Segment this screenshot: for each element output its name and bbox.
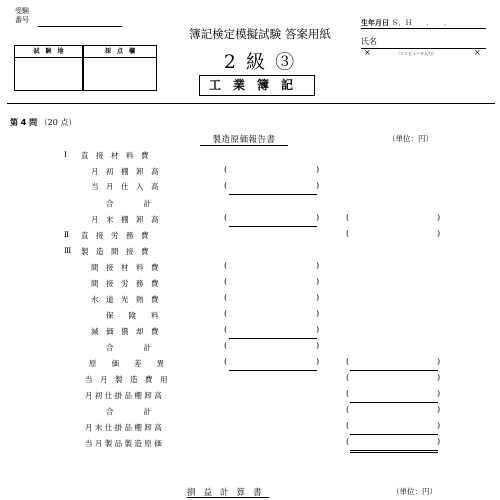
row-overhead: 製 造 間 接 費 bbox=[81, 247, 149, 256]
name-mark-left: × bbox=[364, 48, 371, 57]
section-num-3: Ⅲ bbox=[64, 246, 72, 255]
grading-label: 採 点 欄 bbox=[84, 46, 156, 58]
report-title-underline bbox=[200, 145, 288, 146]
subtotal-line-4 bbox=[229, 370, 317, 371]
venue-label: 試 験 地 bbox=[15, 46, 82, 58]
subject-label: 工業簿記 bbox=[199, 75, 315, 96]
grade-label: 2 級 ③ bbox=[223, 51, 297, 73]
name-label: 氏名 bbox=[361, 37, 377, 46]
grading-cell bbox=[83, 46, 156, 90]
right-line-1 bbox=[350, 370, 438, 371]
row-direct-labor: 直 接 労 務 費 bbox=[81, 231, 149, 240]
row-direct-material: 直 接 材 料 費 bbox=[81, 151, 149, 160]
report-unit: （単位：円） bbox=[388, 134, 433, 143]
row-insurance: 保 険 料 bbox=[106, 311, 159, 320]
row-utilities: 水 道 光 熱 費 bbox=[91, 295, 159, 304]
dob-row bbox=[361, 18, 451, 28]
right-line-double bbox=[350, 452, 438, 453]
section-num-2: Ⅱ bbox=[64, 230, 70, 239]
row-opening-inventory: 月 初 棚 卸 高 bbox=[91, 167, 159, 176]
right-line-3 bbox=[350, 434, 438, 435]
row-opening-wip: 月 初 仕 掛 品 棚 卸 高 bbox=[85, 391, 162, 400]
section-num-1: Ⅰ bbox=[64, 150, 67, 159]
pl-title: 損益計算書 bbox=[187, 488, 270, 498]
row-purchases: 当 月 仕 入 高 bbox=[91, 182, 159, 191]
name-mark-right: × bbox=[474, 48, 481, 57]
name-note: （コンピュータ入力） bbox=[396, 51, 436, 56]
row-closing-wip: 月 末 仕 掛 品 棚 卸 高 bbox=[85, 423, 162, 432]
question-title: 第 4 問 （20 点） bbox=[10, 118, 77, 127]
right-line-4 bbox=[350, 450, 438, 451]
row-indirect-labor: 間 接 労 務 費 bbox=[91, 279, 159, 288]
row-subtotal-2: 合 計 bbox=[106, 343, 151, 352]
page-title: 簿記検定模擬試験 答案用紙 bbox=[189, 27, 331, 41]
exam-number-field[interactable] bbox=[38, 26, 122, 27]
exam-number-label: 受験 番号 bbox=[15, 7, 29, 24]
report-title: 製造原価報告書 bbox=[212, 135, 276, 145]
pl-unit: （単位：円） bbox=[392, 487, 437, 496]
name-field[interactable] bbox=[361, 48, 486, 49]
subtotal-line-2 bbox=[229, 226, 317, 227]
venue-grading-box bbox=[14, 45, 157, 91]
pl-title-underline bbox=[187, 497, 269, 498]
row-cost-variance: 原 価 差 異 bbox=[89, 359, 164, 368]
venue-cell[interactable] bbox=[15, 46, 83, 90]
row-depreciation: 減 価 償 却 費 bbox=[91, 327, 159, 336]
dob-value: Ｓ．Ｈ ． ． bbox=[391, 19, 451, 27]
row-subtotal-1: 合 計 bbox=[106, 199, 151, 208]
dob-label: 生年月日 bbox=[361, 19, 389, 27]
subtotal-line-1 bbox=[229, 194, 317, 195]
right-line-2 bbox=[350, 402, 438, 403]
row-indirect-material: 間 接 材 料 費 bbox=[91, 263, 159, 272]
dob-field[interactable] bbox=[361, 28, 486, 29]
header-divider bbox=[7, 103, 495, 104]
row-subtotal-3: 合 計 bbox=[106, 407, 151, 416]
row-manufacturing-cost: 当 月 製 造 費 用 bbox=[85, 375, 168, 384]
row-closing-inventory: 月 末 棚 卸 高 bbox=[91, 215, 159, 224]
subtotal-line-3 bbox=[229, 338, 317, 339]
row-cost-of-goods-manufactured: 当 月 製 品 製 造 原 価 bbox=[85, 439, 162, 448]
